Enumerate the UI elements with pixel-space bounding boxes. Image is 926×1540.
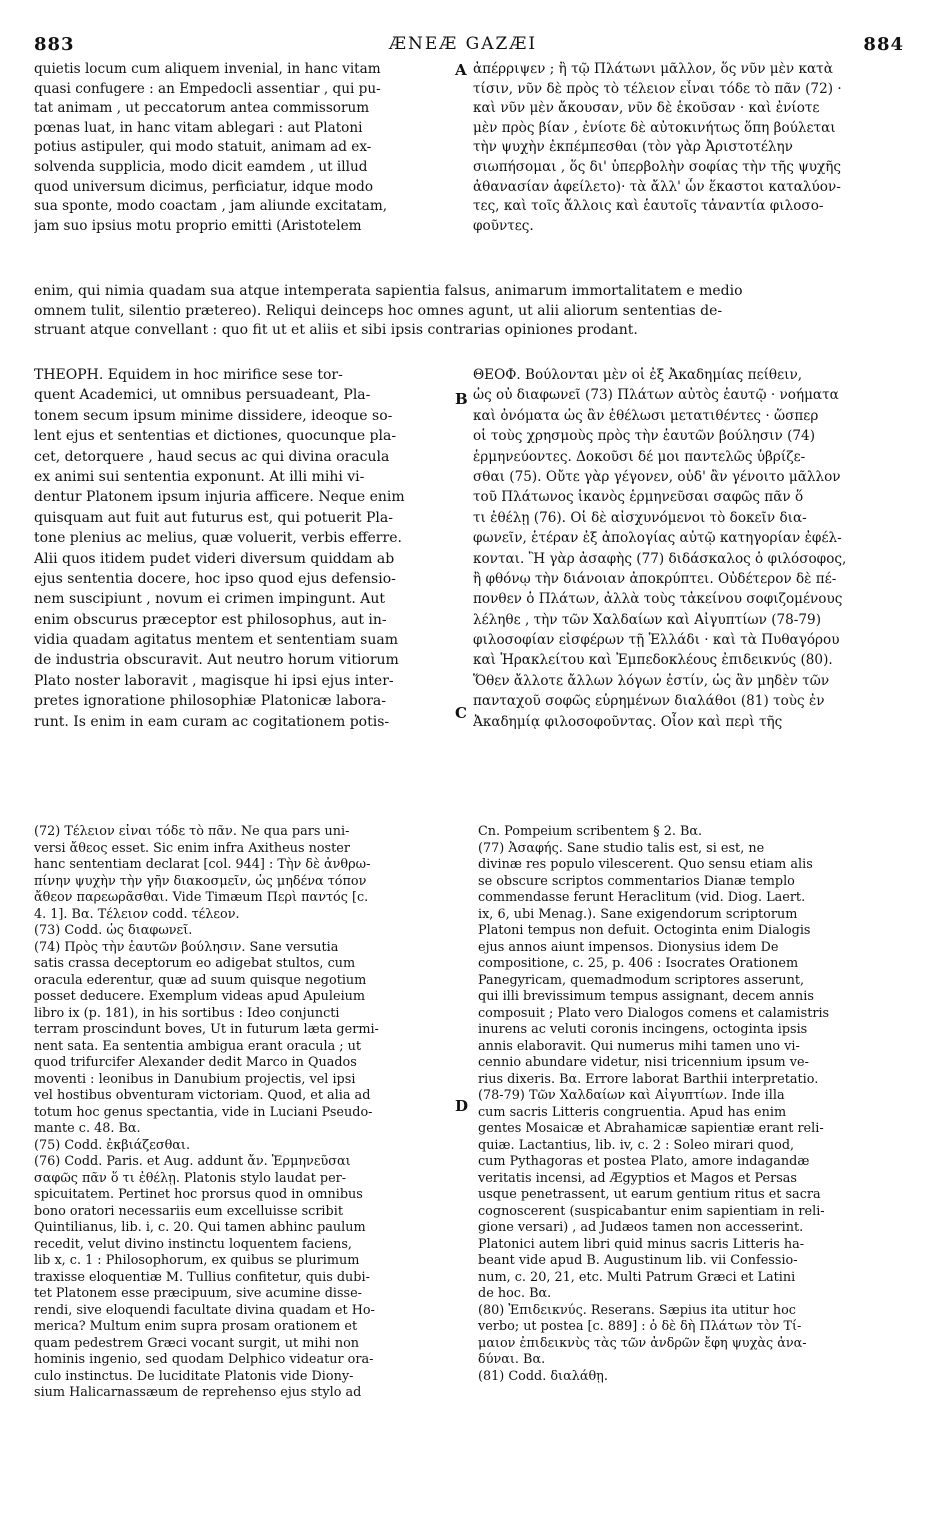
text-line: ejus sententia docere, hoc ipso quod ejus defensio-	[34, 570, 396, 587]
latin-column-a	[34, 60, 454, 236]
footnote-line: nent sata. Ea sententia ambigua erant oracula ; ut	[34, 1038, 362, 1054]
footnote-line: se obscure scriptos commentarios Dianæ templo	[478, 873, 795, 889]
text-line: σθαι (75). Οὔτε γὰρ γέγονεν, οὐδ' ἂν γένοιτο μᾶλλον	[473, 468, 841, 485]
text-line: πονθεν ὁ Πλάτων, ἀλλὰ τοὺς τἀκείνου σοφιζομένους	[473, 591, 843, 608]
text-line: tat animam , ut peccatorum antea commissorum	[34, 100, 370, 117]
footnote-line: culo instinctus. De luciditate Platonis vide Diony-	[34, 1368, 354, 1384]
footnotes-left	[34, 824, 454, 1402]
text-line: Alii quos itidem pudet videri diversum quiddam ab	[34, 550, 395, 567]
footnote-line: terram proscindunt boves, Ut in futurum læta germi-	[34, 1022, 379, 1037]
footnote-line: (74) Πρὸς τὴν ἑαυτῶν βούλησιν. Sane versutia	[34, 939, 339, 955]
text-line: Plato noster laboravit , magisque hi ipsi ejus inter-	[34, 672, 394, 689]
footnote-line: (81) Codd. διαλάθῃ.	[478, 1368, 608, 1384]
text-line: Ὅθεν ἄλλοτε ἄλλων λόγων ἐστίν, ὡς ἂν μηδὲν τῶν	[473, 672, 830, 689]
footnote-line: σαφῶς πᾶν ὅ τι ἐθέλῃ. Platonis stylo laudat per-	[34, 1170, 347, 1186]
footnote-line: (78-79) Τῶν Χαλδαίων καὶ Αἰγυπτίων. Inde illa	[478, 1088, 785, 1103]
footnote-line: gione versari) , ad Judæos tamen non accesserint.	[478, 1220, 804, 1235]
footnote-line: recedit, velut divino instinctu loquentem faciens,	[34, 1236, 352, 1252]
text-line: ἢ φθόνῳ τὴν διάνοιαν ἀποκρύπτει. Οὐδέτερον δὲ πέ-	[473, 570, 837, 587]
footnote-line: composuit ; Plato vero Dialogos comens et calamistris	[478, 1005, 830, 1021]
footnote-line: beant vide apud B. Augustinum lib. vii Confessio-	[478, 1253, 798, 1268]
text-line: tone plenius ac melius, quæ voluerit, verbis efferre.	[34, 530, 402, 547]
text-line: τὴν ψυχὴν ἐκπέμπεσθαι (τὸν γὰρ Ἀριστοτέλην	[473, 139, 793, 156]
text-line: tonem secum ipsum minime dissidere, ideoque so-	[34, 407, 393, 424]
text-line: lent ejus et sententias et dictiones, quocunque pla-	[34, 428, 397, 445]
text-line: quietis locum cum aliquem invenial, in hanc vitam	[34, 61, 381, 77]
text-line: quent Academici, ut omnibus persuadeant, Pla-	[34, 387, 371, 404]
footnote-line: quam pedestrem Græci vocant surgit, ut mihi non	[34, 1335, 360, 1351]
text-line: ἑρμηνεύοντες. Δοκοῦσι δέ μοι παντελῶς ὑβρίζε-	[473, 448, 806, 465]
text-line: runt. Is enim in eam curam ac cogitationem potis-	[34, 713, 390, 730]
text-line: σιωπήσομαι , ὅς δι' ὑπερβολὴν σοφίας τὴν τῆς ψυχῆς	[473, 158, 842, 175]
footnote-line: compositione, c. 25, p. 406 : Isocrates Orationem	[478, 956, 799, 971]
text-line: sua sponte, modo coactam , jam aliunde excitatam,	[34, 198, 388, 215]
footnote-line: Panegyricam, quemadmodum scriptores asserunt,	[478, 972, 805, 988]
footnote-line: (80) Ἐπιδεικνύς. Reserans. Sæpius ita utitur hoc	[478, 1302, 796, 1318]
footnote-line: 4. 1]. Βα. Τέλειον codd. τέλεον.	[34, 906, 240, 922]
margin-marker-d: D	[455, 1097, 469, 1115]
latin-full-width-text	[34, 282, 914, 341]
page-number-right: 884	[863, 34, 904, 55]
text-line: λέληθε , τὴν τῶν Χαλδαίων καὶ Αἰγυπτίων (78-79)	[473, 611, 821, 628]
footnote-line: rendi, sive eloquendi facultate divina quadam et Ho-	[34, 1302, 375, 1318]
footnote-line: quiæ. Lactantius, lib. iv, c. 2 : Soleo mirari quod,	[478, 1137, 795, 1153]
text-line: de industria obscuravit. Aut neutro horum vitiorum	[34, 652, 399, 669]
text-line: καὶ νῦν μὲν ἄκουσαν, νῦν δὲ ἑκοῦσαν · καὶ ἐνίοτε	[473, 100, 820, 117]
text-line: potius astipuler, qui modo statuit, animam ad ex-	[34, 139, 372, 156]
text-line: quod universum dicimus, perficiatur, idque modo	[34, 178, 374, 195]
footnote-line: cum Pythagoras et postea Plato, amore indagandæ	[478, 1154, 810, 1169]
footnote-line: hanc sententiam declarat [col. 944] : Τὴν δὲ ἀνθρω-	[34, 857, 371, 872]
footnotes-right	[478, 824, 908, 1385]
footnote-line: versi ἄθεος esset. Sic enim infra Axitheus noster	[34, 840, 350, 856]
footnote-line: libro ix (p. 181), in his sortibus : Ideo conjuncti	[34, 1005, 340, 1021]
text-line: THEOPH. Equidem in hoc mirifice sese tor-	[34, 367, 343, 383]
footnote-line: πίνην ψυχὴν τὴν γῆν διακοσμεῖν, ὡς μηδένα τόπον	[34, 873, 367, 889]
text-line: τες, καὶ τοῖς ἄλλοις καὶ ἑαυτοῖς τἀναντία φιλοσο-	[473, 198, 824, 215]
footnote-line: Quintilianus, lib. i, c. 20. Qui tamen abhinc paulum	[34, 1220, 366, 1235]
footnote-line: verbo; ut postea [c. 889] : ὁ δὲ δὴ Πλάτων τὸν Τί-	[478, 1319, 802, 1334]
footnote-line: totum hoc genus spectantia, vide in Luciani Pseudo-	[34, 1104, 373, 1120]
footnote-line: (77) Ἀσαφής. Sane studio talis est, si est, ne	[478, 840, 765, 856]
text-line: καὶ Ἡρακλείτου καὶ Ἐμπεδοκλέους ἐπιδεικνύς (80).	[473, 652, 833, 669]
margin-marker-b: B	[455, 390, 468, 408]
text-line: ΘΕΟΦ. Βούλονται μὲν οἱ ἐξ Ἀκαδημίας πείθειν,	[473, 367, 803, 383]
footnote-line: merica? Multum enim supra prosam orationem et	[34, 1319, 358, 1334]
footnote-line: moventi : leonibus in Danubium projectis, vel ipsi	[34, 1071, 356, 1087]
text-line: μὲν πρὸς βίαν , ἐνίοτε δὲ αὐτοκινήτως ὅπη βούλεται	[473, 119, 836, 136]
footnote-line: cennio abundare videtur, nisi tricennium ipsum ve-	[478, 1055, 809, 1070]
footnote-line: bono oratori necessariis eum excelluisse scribit	[34, 1203, 343, 1219]
text-line: omnem tulit, silentio prætereo). Reliqui deinceps hoc omnes agunt, ut alii aliorum sententias de-	[34, 302, 723, 319]
footnote-line: lib x, c. 1 : Philosophorum, ex quibus se plurimum	[34, 1253, 360, 1268]
footnote-line: traxisse eloquentiæ M. Tullius confitetur, quis dubi-	[34, 1269, 370, 1285]
footnote-line: usque penetrassent, ut earum gentium ritus et sacra	[478, 1187, 821, 1202]
footnote-line: posset deducere. Exemplum videas apud Apuleium	[34, 989, 366, 1004]
footnote-line: cum sacris Litteris congruentia. Apud has enim	[478, 1104, 787, 1120]
footnote-line: veritatis incensi, ad Ægyptios et Magos et Persas	[478, 1170, 797, 1186]
text-line: quasi confugere : an Empedocli assentiar , qui pu-	[34, 80, 381, 97]
footnote-line: (73) Codd. ὡς διαφωνεῖ.	[34, 923, 193, 938]
footnote-line: divinæ res populo vilescerent. Quo sensu etiam alis	[478, 857, 813, 872]
latin-column-b	[34, 365, 454, 732]
footnote-line: gentes Mosaicæ et Abrahamicæ sapientiæ erant reli-	[478, 1121, 824, 1136]
footnote-line: annis elaboravit. Qui numerus mihi tamen uno vi-	[478, 1038, 800, 1054]
footnote-line: cognoscerent (suspicabantur enim sapientiam in reli-	[478, 1203, 825, 1219]
text-line: quisquam aut fuit aut futurus est, qui potuerit Pla-	[34, 509, 393, 526]
footnote-line: sium Halicarnassæum de reprehenso ejus stylo ad	[34, 1385, 362, 1400]
footnote-line: qui illi brevissimum tempus assignant, decem annis	[478, 989, 814, 1004]
text-line: τοῦ Πλάτωνος ἱκανὸς ἑρμηνεῦσαι σαφῶς πᾶν ὅ	[473, 489, 804, 506]
text-line: φωνεῖν, ἑτέραν ἐξ ἀπολογίας αὐτῷ κατηγορίαν ἐφέλ-	[473, 530, 842, 547]
text-line: ex animi sui sententia exponunt. At illi mihi vi-	[34, 468, 365, 485]
footnote-line: hominis ingenio, sed quodam Delphico videatur ora-	[34, 1352, 374, 1367]
text-line: φιλοσοφίαν εἰσφέρων τῇ Ἑλλάδι · καὶ τὰ Πυθαγόρου	[473, 632, 840, 649]
text-line: pœnas luat, in hanc vitam ablegari : aut Platoni	[34, 119, 363, 136]
text-line: Ἀκαδημίᾳ φιλοσοφοῦντας. Οἷον καὶ περὶ τῆς	[473, 713, 783, 730]
footnote-line: Cn. Pompeium scribentem § 2. Βα.	[478, 824, 703, 839]
footnote-line: Platoni tempus non defuit. Octoginta enim Dialogis	[478, 923, 811, 938]
footnote-line: ejus annos aiunt impensos. Dionysius idem De	[478, 939, 779, 955]
text-line: nem suscipiunt , novum ei crimen impingunt. Aut	[34, 591, 386, 608]
text-line: φοῦντες.	[473, 217, 534, 234]
footnote-line: inurens ac veluti coronis incingens, octoginta ipsis	[478, 1022, 808, 1037]
text-line: struant atque convellant : quo fit ut et aliis et sibi ipsis contrarias opiniones prodant.	[34, 322, 638, 339]
margin-marker-c: C	[455, 704, 467, 722]
footnote-line: commendasse ferunt Heraclitum (vid. Diog. Laert.	[478, 890, 806, 905]
running-title: ÆNEÆ GAZÆI	[388, 34, 538, 54]
text-line: τίσιν, νῦν δὲ πρὸς τὸ τέλειον εἶναι τόδε τὸ πᾶν (72) ·	[473, 80, 842, 97]
text-line: ἀπέρριψεν ; ἢ τῷ Πλάτωνι μᾶλλον, ὅς νῦν μὲν κατὰ	[473, 61, 833, 77]
margin-marker-a: A	[455, 61, 467, 79]
text-line: pretes ignoratione philosophiæ Platonicæ labora-	[34, 693, 386, 710]
footnote-line: num, c. 20, 21, etc. Multi Patrum Græci et Latini	[478, 1269, 796, 1285]
text-line: οἱ τοὺς χρησμοὺς πρὸς τὴν ἑαυτῶν βούλησιν (74)	[473, 428, 815, 445]
footnote-line: oracula ederentur, quæ ad suum quisque negotium	[34, 972, 367, 988]
footnote-line: Platonici autem libri quid minus sacris Litteris ha-	[478, 1236, 805, 1252]
text-line: ὡς οὐ διαφωνεῖ (73) Πλάτων αὐτὸς ἑαυτῷ · νοήματα	[473, 387, 839, 404]
text-line: πανταχοῦ σοφῶς εὑρημένων διαλάθοι (81) τοὺς ἐν	[473, 693, 825, 710]
text-line: solvenda supplicia, modo dicit eamdem , ut illud	[34, 158, 368, 175]
greek-column-a	[473, 60, 913, 236]
footnote-line: quod trifurcifer Alexander dedit Marco in Quados	[34, 1055, 357, 1070]
footnote-line: ix, 6, ubi Menag.). Sane exigendorum scriptorum	[478, 906, 798, 922]
footnote-line: de hoc. Βα.	[478, 1286, 552, 1301]
page-number-left: 883	[34, 34, 75, 55]
text-line: cet, detorquere , haud secus ac qui divina oracula	[34, 448, 390, 465]
footnote-line: μαιον ἐπιδεικνὺς τὰς τῶν ἀνδρῶν ἔφη ψυχὰς ἀνα-	[478, 1335, 807, 1351]
text-line: vidia quadam agitatus mentem et sententiam suam	[34, 632, 399, 649]
footnote-line: δύναι. Βα.	[478, 1352, 546, 1367]
text-line: jam suo ipsius motu proprio emitti (Aristotelem	[34, 217, 362, 234]
footnote-line: (72) Τέλειον εἶναι τόδε τὸ πᾶν. Ne qua pars uni-	[34, 824, 350, 839]
greek-column-b	[473, 365, 913, 732]
footnote-line: mante c. 48. Βα.	[34, 1121, 141, 1136]
footnote-line: spicuitatem. Pertinet hoc prorsus quod in omnibus	[34, 1187, 363, 1202]
footnote-line: rius dixeris. Βα. Errore laborat Barthii interpretatio.	[478, 1071, 819, 1087]
footnote-line: vel hostibus obventuram victoriam. Quod, et alia ad	[34, 1088, 371, 1103]
footnote-line: ἄθεον παρεωρᾶσθαι. Vide Timæum Περὶ παντός [c.	[34, 890, 369, 905]
text-line: dentur Platonem ipsum injuria afficere. Neque enim	[34, 489, 405, 506]
footnote-line: tet Platonem esse præcipuum, sive acumine disse-	[34, 1286, 363, 1301]
text-line: κονται. Ἢ γὰρ ἀσαφὴς (77) διδάσκαλος ὁ φιλόσοφος,	[473, 550, 847, 567]
text-line: καὶ ὀνόματα ὡς ἂν ἐθέλωσι μετατιθέντες · ὥσπερ	[473, 407, 819, 424]
text-line: enim obscurus præceptor est philosophus, aut in-	[34, 611, 387, 628]
text-line: enim, qui nimia quadam sua atque intemperata sapientia falsus, animarum immortalitatem e medio	[34, 283, 743, 299]
footnote-line: satis crassa deceptorum eo adigebat stultos, cum	[34, 956, 356, 971]
footnote-line: (75) Codd. ἐκβιάζεσθαι.	[34, 1137, 191, 1153]
text-line: ἀθανασίαν ἀφείλετο)· τὰ ἄλλ' ὧν ἕκαστοι καταλύον-	[473, 178, 841, 195]
footnote-line: (76) Codd. Paris. et Aug. addunt ἄν. Ἑρμηνεῦσαι	[34, 1154, 351, 1169]
text-line: τι ἐθέλῃ (76). Οἱ δὲ αἰσχυνόμενοι τὸ δοκεῖν δια-	[473, 509, 807, 526]
